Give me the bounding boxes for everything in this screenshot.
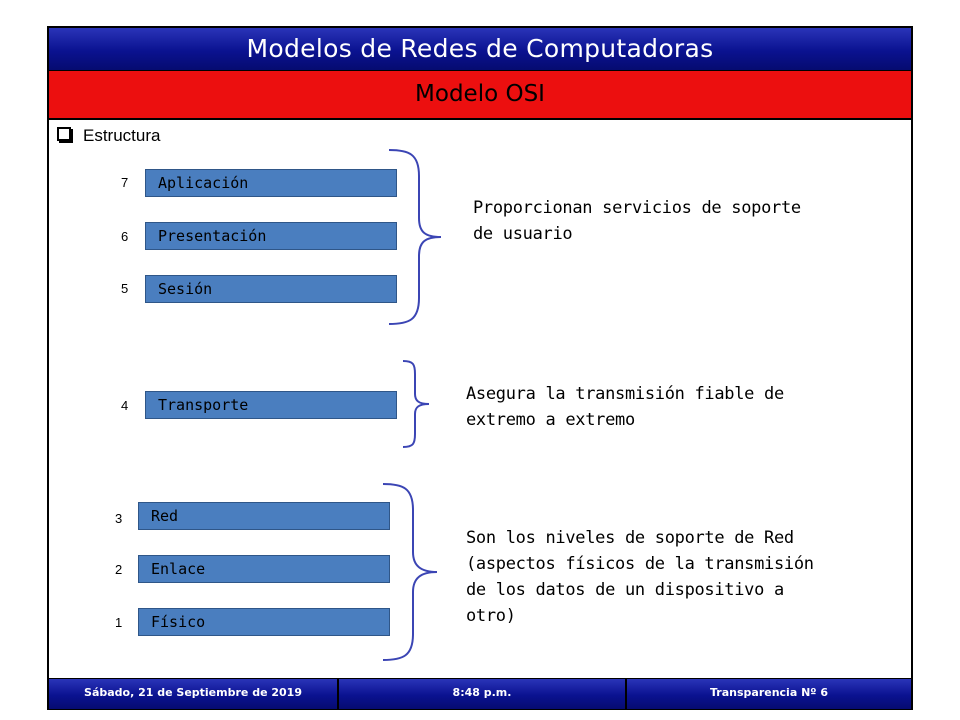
checkbox-bullet-icon [57, 127, 71, 141]
layer-number-6: 6 [121, 229, 129, 244]
curly-brace-icon [399, 358, 439, 450]
layer-number-5: 5 [121, 281, 129, 296]
footer-time: 8:48 p.m. [452, 686, 512, 699]
description-line: Proporcionan servicios de soporte [473, 198, 801, 218]
slide-footer [49, 678, 911, 709]
description-line: Asegura la transmisión fiable de [466, 384, 784, 404]
layer-box-fisico: Físico [138, 608, 390, 636]
layer-number-4: 4 [121, 398, 129, 413]
section-heading-label: Estructura [83, 126, 161, 145]
slide-title: Modelos de Redes de Computadoras [49, 28, 911, 71]
description-line: Son los niveles de soporte de Red [466, 528, 794, 548]
slide-subtitle: Modelo OSI [49, 71, 911, 120]
description-line: de los datos de un dispositivo a [466, 580, 784, 600]
layer-box-transporte: Transporte [145, 391, 397, 419]
section-heading [57, 126, 160, 146]
layer-box-enlace: Enlace [138, 555, 390, 583]
description-line: extremo a extremo [466, 410, 635, 430]
layer-number-1: 1 [115, 615, 123, 630]
slide-frame [47, 26, 913, 710]
layer-box-red: Red [138, 502, 390, 530]
description-line: (aspectos físicos de la transmisión [466, 554, 814, 574]
group-description-network [466, 525, 814, 629]
layer-box-presentacion: Presentación [145, 222, 397, 250]
group-description-user [473, 195, 801, 247]
footer-slide-number: Transparencia Nº 6 [710, 686, 828, 699]
description-line: otro) [466, 606, 516, 626]
curly-brace-icon [385, 146, 445, 328]
footer-date: Sábado, 21 de Septiembre de 2019 [84, 686, 302, 699]
layer-box-aplicacion: Aplicación [145, 169, 397, 197]
layer-number-2: 2 [115, 562, 123, 577]
group-description-transport [466, 381, 784, 433]
curly-brace-icon [379, 480, 443, 664]
layer-box-sesion: Sesión [145, 275, 397, 303]
layer-number-3: 3 [115, 511, 123, 526]
description-line: de usuario [473, 224, 573, 244]
layer-number-7: 7 [121, 175, 129, 190]
